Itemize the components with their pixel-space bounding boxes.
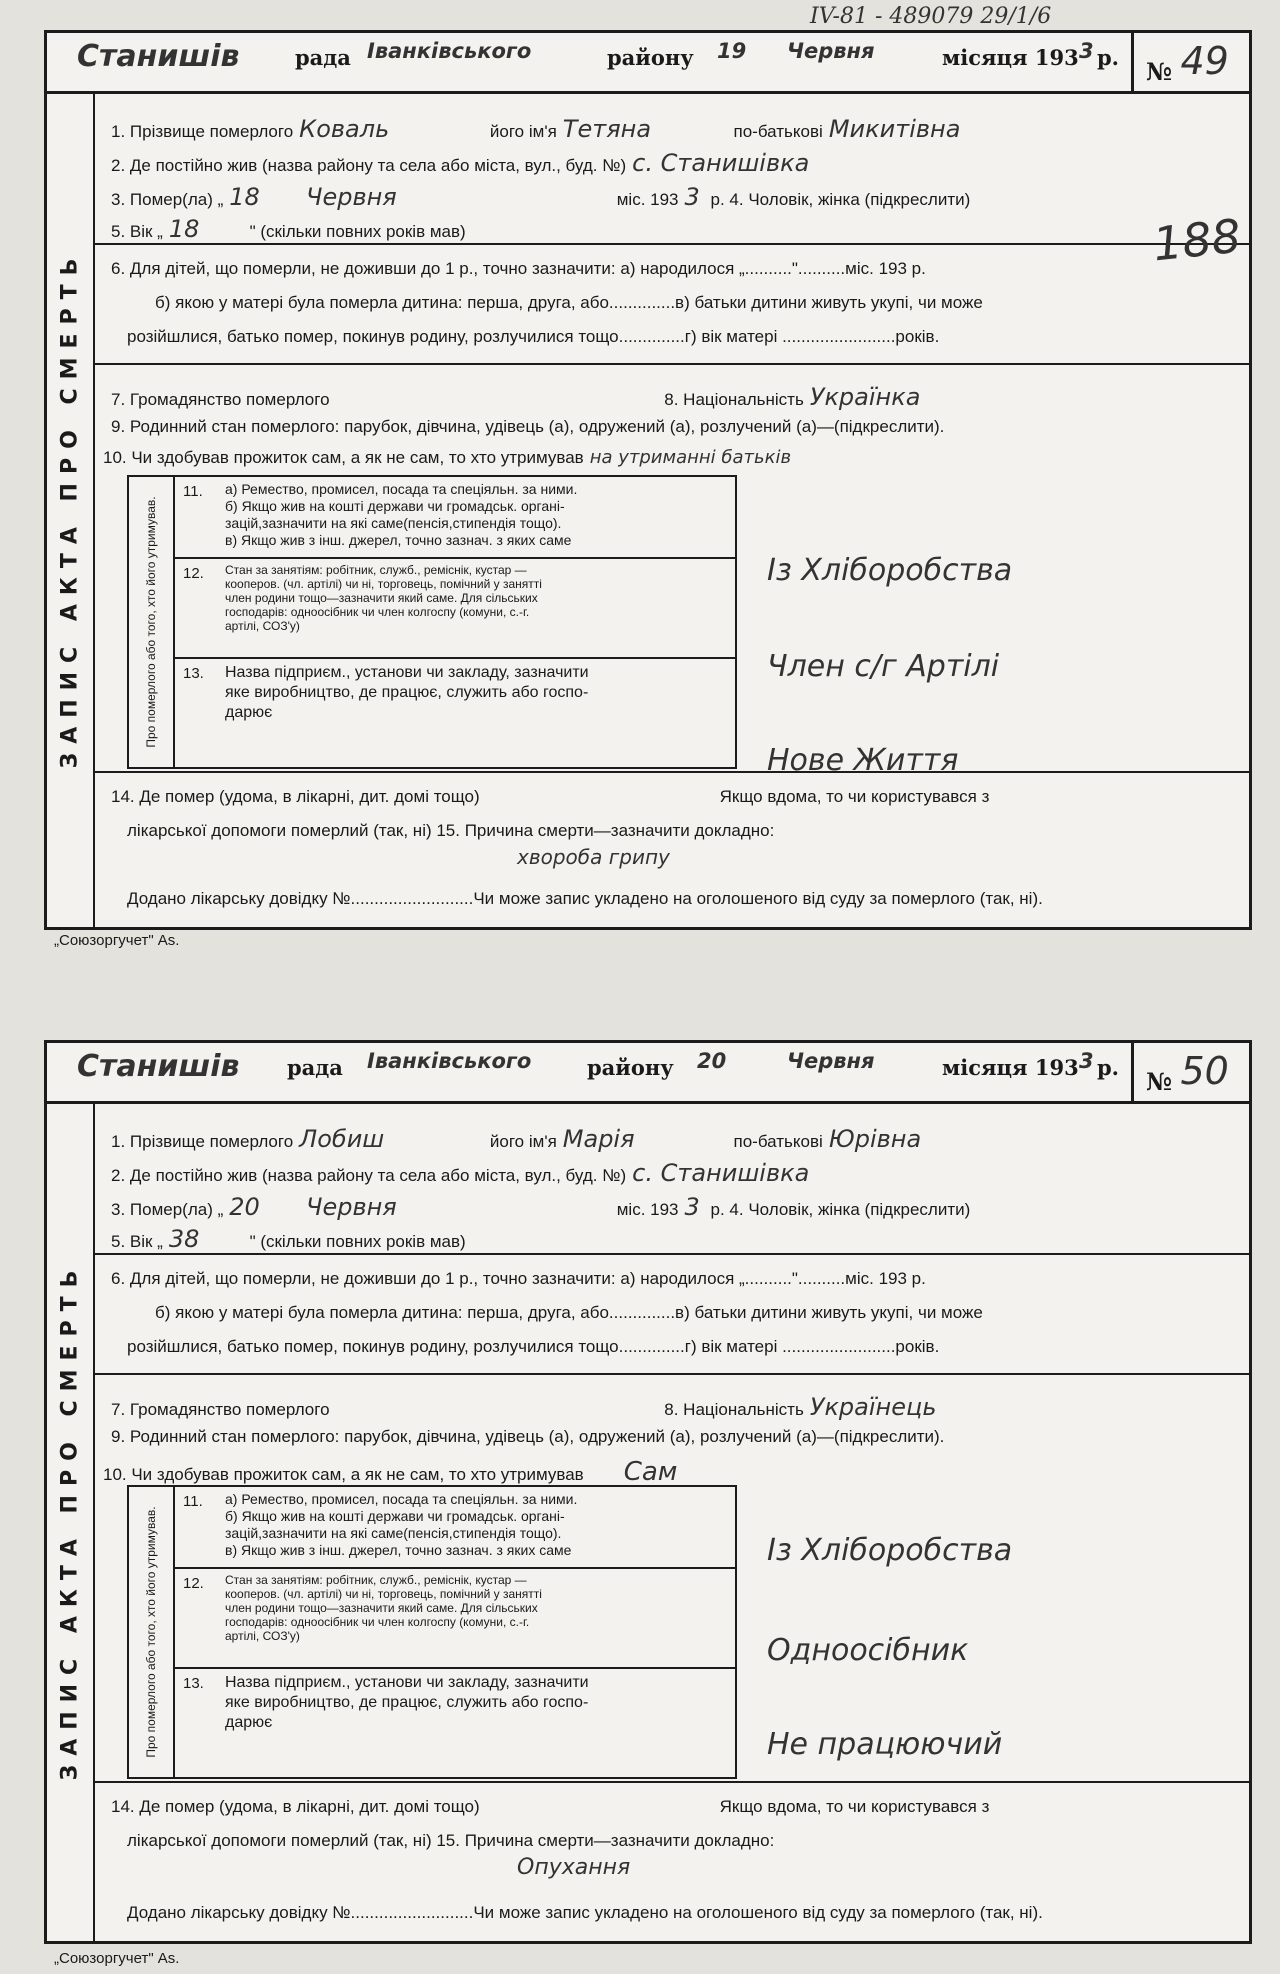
record-number-box [1131, 33, 1249, 91]
cause-of-death: хвороба грипу [517, 845, 670, 869]
line-9: 9. Родинний стан померлого: парубок, дівчина, удівець (а), одружений (а), розлучений (а)—(підкреслити). [111, 417, 945, 436]
raion-label: району [587, 1055, 674, 1080]
first-name: Марія [562, 1125, 635, 1153]
line-7: 7. Громадянство померлого 8. Національність Українець [111, 1393, 937, 1421]
line-3: 3. Помер(ла) „ 20 Червня міс. 193 3 р. 4. Чоловік, жінка (підкреслити) [111, 1193, 971, 1221]
age: 18 [168, 215, 200, 243]
record-month: Червня [787, 39, 875, 63]
line-1: 1. Прізвище померлого Коваль його ім'я Тетяна по-батькові Микитівна [111, 115, 961, 143]
number-label: № [1146, 57, 1173, 86]
raion-name: Іванківського [367, 1049, 532, 1073]
line-10: 10. Чи здобував прожиток сам, а як не сам, то хто утримував Сам [103, 1457, 678, 1487]
line-5: 5. Вік „ 38 " (скільки повних років мав) [111, 1225, 466, 1253]
record-number: 50 [1180, 1049, 1229, 1093]
occupation-table: Про померлого або того, хто його утримував. 11. а) Ремество, промисел, посада та спеціяльн. за ними. б) Якщо жив на коштi держави чи громадськ. органі- зацій,зазначити на які саме(пенсія,стипендія тощо). в) Якщо жив з інш. джерел, точно зазнач. з яких саме 12. Стан за занятіям: робітник, служб., реміснік, кустар — кооперов. (чл. артілі) чи ні, торговець, помічний у занятті член родини тощо—зазначити який саме. Для сільських господарів: одноосібник чи член колгоспу (комуни, с.-г. артілі, СОЗ'у) 13. Назва підприєм., установи чи закладу, зазначити яке виробництво, де працює, служить або госпо- дарює [127, 475, 737, 769]
occupation: Із Хліборобства [767, 553, 1013, 588]
record-month: Червня [787, 1049, 875, 1073]
handwritten-number: 188 [1150, 208, 1244, 272]
line-15: лікарської допомоги померлий (так, ні) 15. Причина смерти—зазначити докладно: [127, 1831, 775, 1850]
death-year-digit: 3 [684, 183, 700, 211]
line-14: 14. Де помер (удома, в лікарні, дит. домі тощо) Якщо вдома, то чи користувався з [111, 1797, 990, 1816]
printer-note-2: „Союзоргучет" As. [54, 1950, 180, 1967]
workplace: Не працюючий [767, 1727, 1003, 1762]
line-6a: 6. Для дітей, що померли, не доживши до 1 р., точно зазначити: а) народилося „.........."..........міс. 193 р. [111, 259, 926, 278]
line-10: 10. Чи здобував прожиток сам, а як не сам, то хто утримував на утриманні батьків [103, 447, 792, 468]
death-month: Червня [306, 1193, 397, 1221]
patronymic: Микитівна [828, 115, 961, 143]
record-year-digit: 3 [1079, 1049, 1094, 1073]
row-12: 12. Стан за занятіям: робітник, служб., реміснік, кустар — кооперов. (чл. артілі) чи ні, торговець, помічний у занятті член родини тощо—зазначити який саме. Для сільських господарів: одноосібник чи член колгоспу (комуни, с.-г. артілі, СОЗ'у) [173, 1569, 735, 1669]
side-title: ЗАПИС АКТА ПРО СМЕРТЬ [47, 91, 95, 927]
death-day: 18 [229, 183, 260, 211]
row-12: 12. Стан за занятіям: робітник, служб., реміснік, кустар — кооперов. (чл. артілі) чи ні, торговець, помічний у занятті член родини тощо—зазначити який саме. Для сільських господарів: одноосібник чи член колгоспу (комуни, с.-г. артілі, СОЗ'у) [173, 559, 735, 659]
death-record-card-1 [44, 30, 1252, 930]
line-9: 9. Родинний стан померлого: парубок, дівчина, удівець (а), одружений (а), розлучений (а)—(підкреслити). [111, 1427, 945, 1446]
month-label: місяця 193 [942, 45, 1079, 70]
line-15: лікарської допомоги померлий (так, ні) 15. Причина смерти—зазначити докладно: [127, 821, 775, 840]
record-year-digit: 3 [1079, 39, 1094, 63]
supporter: Сам [623, 1457, 678, 1487]
year-suffix: р. [1097, 1055, 1119, 1080]
first-name: Тетяна [562, 115, 652, 143]
line-7: 7. Громадянство померлого 8. Національність Українка [111, 383, 921, 411]
nationality: Українець [809, 1393, 937, 1421]
number-label: № [1146, 1067, 1173, 1096]
selrada-name: Станишів [77, 1049, 240, 1084]
line-6c: розійшлися, батько помер, покинув родину, розлучилися тощо..............г) вік матері ........................років. [127, 327, 940, 346]
age: 38 [168, 1225, 200, 1253]
line-2: 2. Де постійно жив (назва району та села або міста, вул., буд. №) с. Станишівка [111, 149, 810, 177]
record-number-box [1131, 1043, 1249, 1101]
occupation: Із Хліборобства [767, 1533, 1013, 1568]
line-6b: б) якою у матері була померла дитина: перша, друга, або..............в) батьки дитини живуть укупі, чи може [155, 1303, 983, 1322]
row-13: 13. Назва підприєм., установи чи закладу, зазначити яке виробництво, де працює, служить або госпо- дарює [183, 664, 589, 721]
line-6c: розійшлися, батько помер, покинув родину, розлучилися тощо..............г) вік матері ........................років. [127, 1337, 940, 1356]
row-13: 13. Назва підприєм., установи чи закладу, зазначити яке виробництво, де працює, служить або госпо- дарює [183, 1674, 589, 1731]
line-14: 14. Де помер (удома, в лікарні, дит. домі тощо) Якщо вдома, то чи користувався з [111, 787, 990, 806]
surname: Лобиш [299, 1125, 385, 1153]
printer-note-1: „Союзоргучет" As. [54, 932, 180, 949]
death-year-digit: 3 [684, 1193, 700, 1221]
record-day: 19 [717, 39, 747, 63]
line-1: 1. Прізвище померлого Лобиш його ім'я Марія по-батькові Юрівна [111, 1125, 922, 1153]
row-11: 11. а) Ремество, промисел, посада та спеціяльн. за ними. б) Якщо жив на коштi держави чи громадськ. органі- зацій,зазначити на які саме(пенсія,стипендія тощо). в) Якщо жив з інш. джерел, точно зазнач. з яких саме [173, 1487, 735, 1569]
patronymic: Юрівна [828, 1125, 922, 1153]
cause-of-death: Опухання [517, 1855, 631, 1880]
card-header [47, 1043, 1249, 1104]
selrada-name: Станишів [77, 39, 240, 74]
residence: с. Станишівка [632, 149, 810, 177]
line-16: Додано лікарську довідку №..........................Чи може запис укладено на оголошеного від суду за померлого (так, ні). [127, 1903, 1043, 1922]
nationality: Українка [809, 383, 921, 411]
side-title: ЗАПИС АКТА ПРО СМЕРТЬ [47, 1101, 95, 1941]
death-day: 20 [229, 1193, 260, 1221]
line-6b: б) якою у матері була померла дитина: перша, друга, або..............в) батьки дитини живуть укупі, чи може [155, 293, 983, 312]
residence: с. Станишівка [632, 1159, 810, 1187]
row-11: 11. а) Ремество, промисел, посада та спеціяльн. за ними. б) Якщо жив на коштi держави чи громадськ. органі- зацій,зазначити на які саме(пенсія,стипендія тощо). в) Якщо жив з інш. джерел, точно зазнач. з яких саме [173, 477, 735, 559]
rada-label: рада [295, 45, 351, 70]
month-label: місяця 193 [942, 1055, 1079, 1080]
surname: Коваль [299, 115, 390, 143]
rada-label: рада [287, 1055, 343, 1080]
line-16: Додано лікарську довідку №..........................Чи може запис укладено на оголошеного від суду за померлого (так, ні). [127, 889, 1043, 908]
raion-label: району [607, 45, 694, 70]
card-header [47, 33, 1249, 94]
line-3: 3. Помер(ла) „ 18 Червня міс. 193 3 р. 4. Чоловік, жінка (підкреслити) [111, 183, 971, 211]
occupation-table: Про померлого або того, хто його утримував. 11. а) Ремество, промисел, посада та спеціяльн. за ними. б) Якщо жив на коштi держави чи громадськ. органі- зацій,зазначити на які саме(пенсія,стипендія тощо). в) Якщо жив з інш. джерел, точно зазнач. з яких саме 12. Стан за занятіям: робітник, служб., реміснік, кустар — кооперов. (чл. артілі) чи ні, торговець, помічний у занятті член родини тощо—зазначити який саме. Для сільських господарів: одноосібник чи член колгоспу (комуни, с.-г. артілі, СОЗ'у) 13. Назва підприєм., установи чи закладу, зазначити яке виробництво, де працює, служить або госпо- дарює [127, 1485, 737, 1779]
record-day: 20 [697, 1049, 727, 1073]
line-2: 2. Де постійно жив (назва району та села або міста, вул., буд. №) с. Станишівка [111, 1159, 810, 1187]
archive-reference-note: IV-81 - 489079 29/1/6 [810, 4, 1052, 29]
death-record-card-2 [44, 1040, 1252, 1944]
workplace: Нове Життя [767, 743, 959, 778]
line-6a: 6. Для дітей, що померли, не доживши до 1 р., точно зазначити: а) народилося „.........."..........міс. 193 р. [111, 1269, 926, 1288]
year-suffix: р. [1097, 45, 1119, 70]
supporter: на утриманні батьків [589, 447, 792, 468]
death-month: Червня [306, 183, 397, 211]
record-number: 49 [1180, 39, 1229, 83]
raion-name: Іванківського [367, 39, 532, 63]
social-status: Одноосібник [767, 1633, 969, 1668]
line-5: 5. Вік „ 18 " (скільки повних років мав) [111, 215, 466, 243]
social-status: Член с/г Артілі [767, 649, 1000, 684]
